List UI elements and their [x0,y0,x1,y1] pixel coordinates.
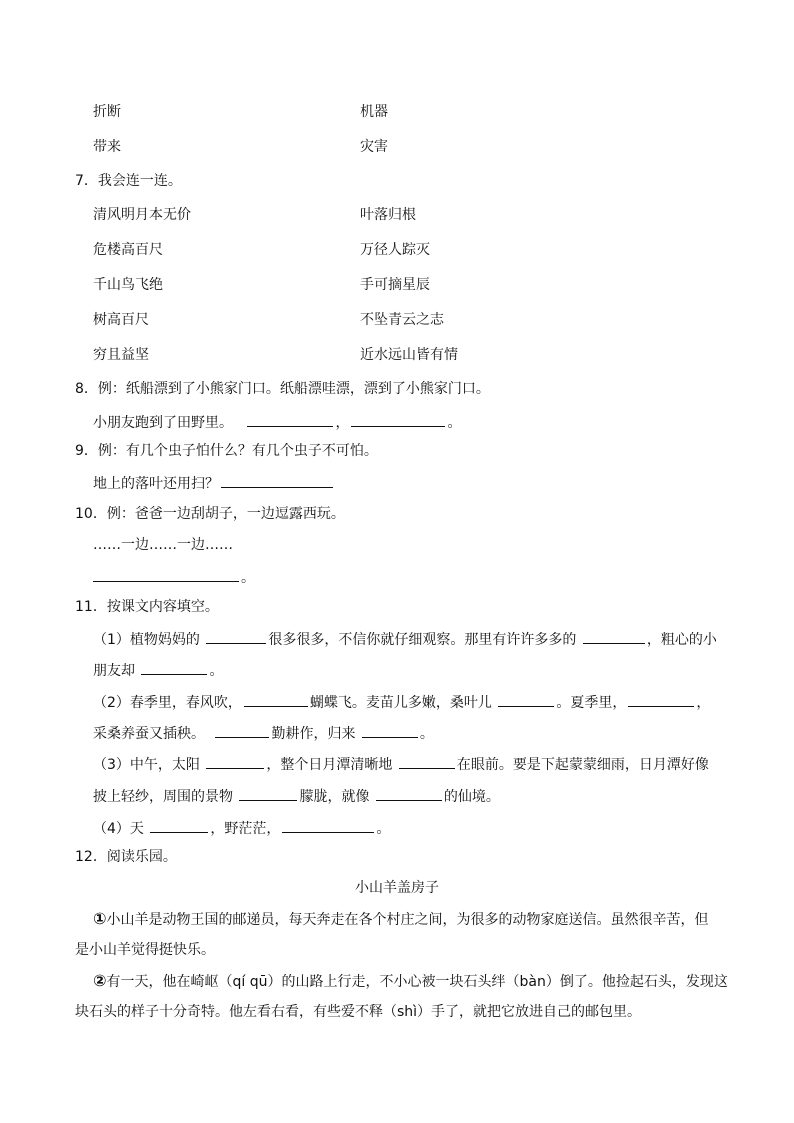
q8-prompt: 小朋友跑到了田野里。 [93,415,233,431]
q11-p3-text-e: 朦胧，就像 [299,789,370,805]
q7-left-3: 千山鸟飞绝 [93,277,163,293]
q11-p2-text-d: ， [696,695,711,711]
q11-p3-blank-1[interactable] [206,754,264,769]
q7-heading: 7．我会连一连。 [75,173,182,189]
para2-text-a: 有一天，他在崎岖（qí qū）的山路上行走，不小心被一块石头绊（bàn）倒了。他捡起石头，发现这 [106,974,728,990]
q8-answer-line [93,412,461,432]
q11-p3-blank-3[interactable] [239,786,297,801]
q7-left-4: 树高百尺 [93,312,149,328]
q11-p4-text-a: （4）天 [93,821,144,837]
q10-heading: 10．例：爸爸一边刮胡子，一边逗露西玩。 [75,506,345,522]
q8-heading: 8．例：纸船漂到了小熊家门口。纸船漂哇漂，漂到了小熊家门口。 [75,381,490,397]
q11-p1-text-e: 。 [209,663,224,679]
q11-p3-text-f: 的仙境。 [443,789,500,805]
q11-p1-blank-3[interactable] [141,660,207,675]
q7-left-5: 穷且益坚 [93,347,149,363]
q11-p2-text-g: 。 [419,726,434,742]
q11-p1-blank-1[interactable] [206,629,266,644]
q11-p3-text-d: 披上轻纱，周围的景物 [93,789,233,805]
q11-part2-line1 [93,692,710,712]
q11-p1-text-c: ，粗心的小 [646,632,717,648]
q11-p3-text-b: ，整个日月潭清晰地 [266,757,393,773]
q11-p2-blank-1[interactable] [244,692,308,707]
para1-number: ① [93,909,107,928]
q11-part4-line [93,818,390,838]
q11-part1-line1 [93,629,717,649]
story-title: 小山羊盖房子 [355,880,439,896]
q11-part3-line2 [93,786,500,806]
para2-number: ② [93,971,107,990]
q11-part1-line2 [93,660,223,680]
q11-p2-text-a: （2）春季里，春风吹， [93,695,242,711]
q11-p3-blank-4[interactable] [376,786,442,801]
q11-p1-text-b: 很多很多，不信你就仔细观察。那里有许许多多的 [268,632,577,648]
q8-blank-1[interactable] [247,412,333,427]
q11-p1-text-a: （1）植物妈妈的 [93,632,200,648]
q9-answer-line [93,473,335,493]
q10-blank[interactable] [93,567,239,582]
q11-p2-blank-4[interactable] [215,723,269,738]
story-para1-line2: 是小山羊觉得挺快乐。 [75,942,215,958]
q11-p2-text-e: 采桑养蚕又插秧。 [93,726,205,742]
q11-p2-blank-3[interactable] [628,692,694,707]
q8-comma: ， [335,415,350,431]
story-para2-line1 [93,972,728,991]
q7-right-5: 近水远山皆有情 [360,347,458,363]
q11-p4-blank-2[interactable] [282,818,374,833]
q11-p2-blank-2[interactable] [498,692,554,707]
q11-p1-blank-2[interactable] [583,629,645,644]
q11-p2-blank-5[interactable] [362,723,418,738]
q6-right-2: 灾害 [360,139,388,155]
q11-p4-text-c: 。 [376,821,391,837]
q11-p4-blank-1[interactable] [150,818,208,833]
q9-prompt: 地上的落叶还用扫？ [93,476,219,492]
q11-p2-text-c: 。夏季里， [556,695,627,711]
q9-blank[interactable] [221,473,333,488]
q11-p3-text-a: （3）中午，太阳 [93,757,200,773]
q11-p2-text-b: 蝴蝶飞。麦苗儿多嫩，桑叶儿 [309,695,492,711]
q7-right-4: 不坠青云之志 [360,312,444,328]
para1-text-a: 小山羊是动物王国的邮递员，每天奔走在各个村庄之间，为很多的动物家庭送信。虽然很辛苦，但 [106,912,709,928]
q6-left-1: 折断 [93,104,121,120]
q11-part2-line2 [93,723,434,743]
q11-part3-line1 [93,754,709,774]
q9-heading: 9．例：有几个虫子怕什么？有几个虫子不可怕。 [75,443,378,459]
q6-right-1: 机器 [360,104,388,120]
q7-right-2: 万径人踪灭 [360,242,430,258]
q12-heading: 12．阅读乐园。 [75,849,177,865]
q10-pattern: ……一边……一边…… [93,537,233,553]
q10-end: 。 [241,570,255,586]
q11-heading: 11．按课文内容填空。 [75,599,219,615]
q8-blank-2[interactable] [351,412,445,427]
q11-p3-blank-2[interactable] [399,754,455,769]
q7-right-3: 手可摘星辰 [360,277,430,293]
q7-left-2: 危楼高百尺 [93,242,163,258]
q11-p3-text-c: 在眼前。要是下起蒙蒙细雨，日月潭好像 [456,757,709,773]
q6-left-2: 带来 [93,139,121,155]
q7-right-1: 叶落归根 [360,207,416,223]
q11-p4-text-b: ，野茫茫， [210,821,281,837]
q8-end: 。 [447,415,462,431]
story-para2-line2: 块石头的样子十分奇特。他左看右看，有些爱不释（shì）手了，就把它放进自己的邮包里。 [75,1004,642,1020]
story-para1-line1 [93,910,709,929]
q7-left-1: 清风明月本无价 [93,207,191,223]
q11-p1-text-d: 朋友却 [93,663,135,679]
q10-answer-line [93,567,255,587]
q11-p2-text-f: 勤耕作，归来 [271,726,356,742]
